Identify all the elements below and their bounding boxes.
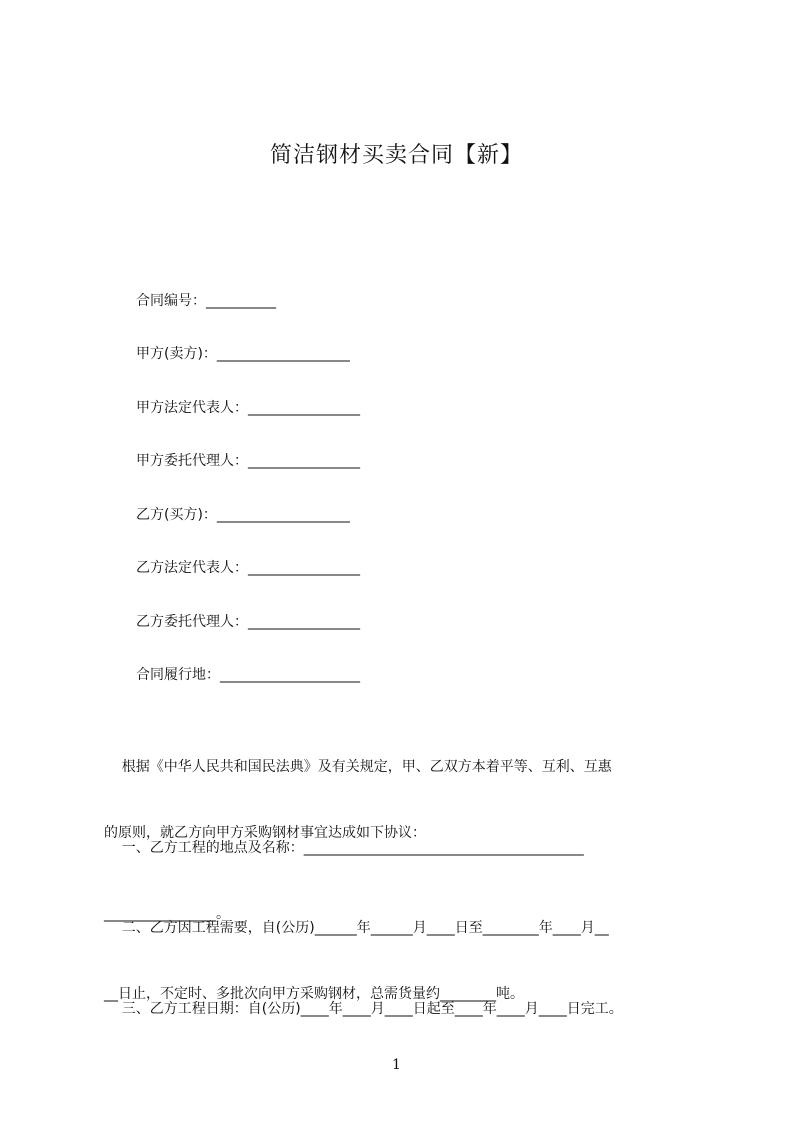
clause-1-line: 一、乙方工程的地点及名称：________________________________________ <box>104 840 584 856</box>
contract-number-field: 合同编号：__________ <box>136 293 276 309</box>
party-a-field: 甲方(卖方)：___________________ <box>136 346 350 362</box>
document-title: 简洁钢材买卖合同【新】 <box>269 143 523 168</box>
party-b-legal-rep-field: 乙方法定代表人：________________ <box>136 560 360 576</box>
intro-line: 的原则，就乙方向甲方采购钢材事宜达成如下协议： <box>104 825 426 841</box>
clause-3-line: 三、乙方工程日期：自(公历)____年____月____日起至____年____月____日完工。 <box>104 1001 623 1017</box>
place-of-performance-field: 合同履行地：____________________ <box>136 667 360 683</box>
party-b-agent-field: 乙方委托代理人：________________ <box>136 614 360 630</box>
clause-2-line: __日止，不定时、多批次向甲方采购钢材，总需货量约________吨。 <box>104 986 524 1002</box>
party-a-legal-rep-field: 甲方法定代表人：________________ <box>136 400 360 416</box>
clause-3-paragraph <box>104 959 716 1039</box>
page-number: 1 <box>392 1057 401 1073</box>
party-a-agent-field: 甲方委托代理人：________________ <box>136 453 360 469</box>
intro-line: 根据《中华人民共和国民法典》及有关规定，甲、乙双方本着平等、互利、互惠 <box>104 759 612 775</box>
clause-2-line: 二、乙方因工程需要，自(公历)______年______月____日至________年____月__ <box>104 920 609 936</box>
clause-1-line: ________________。 <box>104 906 230 922</box>
party-b-field: 乙方(买方)：___________________ <box>136 507 350 523</box>
